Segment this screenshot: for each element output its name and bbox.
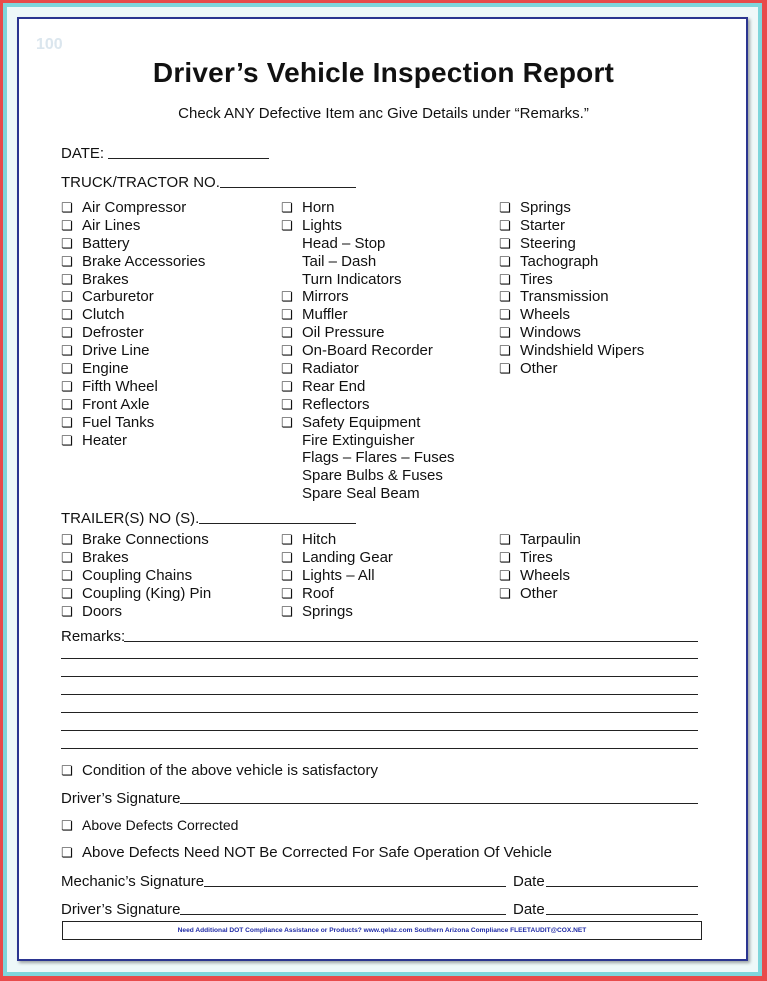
driver-signature-2-label: Driver’s Signature — [61, 901, 181, 918]
checklist-item-label: Drive Line — [82, 342, 150, 360]
checkbox-icon: ❏ — [499, 307, 511, 323]
checklist-item-label: Radiator — [302, 360, 359, 378]
checkbox-icon: ❏ — [499, 253, 511, 269]
checklist-item-label: Brakes — [82, 270, 129, 288]
mechanic-signature-label: Mechanic’s Signature — [61, 873, 205, 890]
checklist-item-label: Battery — [82, 234, 130, 252]
checkbox-icon: ❏ — [61, 217, 73, 233]
checklist-item-label: Wheels — [520, 306, 571, 324]
checklist-item[interactable] — [281, 217, 455, 235]
checkbox-icon: ❏ — [61, 818, 73, 833]
checklist-item-label: Wheels — [520, 566, 571, 584]
checklist-item-label: Muffler — [302, 306, 348, 324]
checklist-item[interactable] — [281, 342, 455, 360]
instructions: Check ANY Defective Item anc Give Details under “Remarks.” — [178, 105, 589, 122]
checkbox-icon: ❏ — [281, 396, 293, 412]
checklist-item-label: Hitch — [302, 531, 337, 548]
checkbox-icon: ❏ — [281, 603, 293, 619]
checklist-item-label: Clutch — [82, 306, 125, 324]
checklist-subitem: Tail – Dash — [302, 252, 377, 270]
checkbox-icon: ❏ — [281, 307, 293, 323]
checkbox-icon: ❏ — [499, 289, 511, 305]
trailer-number-field[interactable] — [199, 523, 356, 524]
checklist-item-label: Fuel Tanks — [82, 413, 155, 431]
checkbox-icon: ❏ — [61, 432, 73, 448]
checklist-item-label: Rear End — [302, 377, 366, 395]
checklist-subitem: Spare Seal Beam — [302, 485, 420, 503]
driver-date-field[interactable] — [546, 914, 698, 915]
date-field[interactable] — [108, 158, 269, 159]
remarks-label: Remarks: — [61, 628, 126, 645]
checklist-item-label: Windshield Wipers — [520, 342, 645, 360]
date-label: DATE: — [61, 145, 105, 162]
checklist-subitem: Flags – Flares – Fuses — [302, 449, 455, 467]
checkbox-icon: ❏ — [281, 289, 293, 305]
driver-signature-field[interactable] — [180, 803, 698, 804]
checklist-item-label: Springs — [302, 602, 353, 620]
checklist-item-label: Tires — [520, 270, 553, 288]
driver-signature-label: Driver’s Signature — [61, 790, 181, 807]
checklist-item-label: Roof — [302, 584, 334, 602]
remarks-line[interactable] — [124, 641, 698, 642]
checkbox-icon: ❏ — [61, 396, 73, 412]
truck-checklist-col2 — [281, 199, 455, 503]
checklist-item-label: Air Compressor — [82, 199, 187, 216]
checklist-item-label: Mirrors — [302, 288, 349, 306]
checkbox-icon: ❏ — [61, 289, 73, 305]
checkbox-icon: ❏ — [281, 585, 293, 601]
checkbox-icon: ❏ — [281, 567, 293, 583]
checklist-item[interactable] — [281, 288, 455, 306]
checklist-item-label: On-Board Recorder — [302, 342, 433, 360]
checklist-subitem: Spare Bulbs & Fuses — [302, 467, 443, 485]
checkbox-icon: ❏ — [61, 603, 73, 619]
remarks-line[interactable] — [61, 712, 698, 713]
checklist-item[interactable] — [281, 199, 455, 217]
checklist-item-label: Air Lines — [82, 216, 141, 234]
checkbox-icon: ❏ — [499, 271, 511, 287]
checklist-subitem: Head – Stop — [302, 234, 386, 252]
truck-number-field[interactable] — [220, 187, 356, 188]
checklist-item-label: Brake Accessories — [82, 252, 206, 270]
checkbox-icon: ❏ — [499, 200, 511, 215]
checkbox-icon: ❏ — [61, 271, 73, 287]
checklist-item-label: Other — [520, 584, 558, 602]
driver-signature-2-field[interactable] — [180, 914, 506, 915]
checklist-item-label: Transmission — [520, 288, 609, 306]
checkbox-icon: ❏ — [281, 343, 293, 359]
checklist-item-label: Heater — [82, 431, 128, 449]
checklist-item[interactable] — [281, 396, 455, 414]
trailer-number-label: TRAILER(S) NO (S). — [61, 510, 200, 527]
checkbox-icon: ❏ — [499, 549, 511, 565]
checkbox-icon: ❏ — [499, 325, 511, 341]
checkbox-icon: ❏ — [499, 585, 511, 601]
mechanic-signature-field[interactable] — [204, 886, 506, 887]
checkbox-icon: ❏ — [61, 763, 73, 778]
checklist-item-label: Coupling Chains — [82, 566, 193, 584]
checklist-item[interactable] — [281, 378, 455, 396]
checklist-item-label: Oil Pressure — [302, 324, 385, 342]
driver-date-label: Date — [513, 901, 545, 918]
mechanic-date-field[interactable] — [546, 886, 698, 887]
checkbox-icon: ❏ — [61, 549, 73, 565]
checklist-item-label: Tires — [520, 548, 553, 566]
checklist-subitem: Fire Extinguisher — [302, 431, 415, 449]
checklist-item-label: Carburetor — [82, 288, 154, 306]
checkbox-icon: ❏ — [499, 532, 511, 547]
checklist-item[interactable] — [281, 414, 455, 432]
remarks-line[interactable] — [61, 658, 698, 659]
checklist-item-label: Coupling (King) Pin — [82, 584, 212, 602]
checklist-item-label: Springs — [520, 199, 571, 216]
checkbox-icon: ❏ — [499, 235, 511, 251]
checkbox-icon: ❏ — [281, 549, 293, 565]
checklist-item-label: Steering — [520, 234, 576, 252]
checklist-item[interactable] — [281, 306, 455, 324]
checkbox-icon: ❏ — [61, 567, 73, 583]
checklist-item-label: Landing Gear — [302, 548, 393, 566]
checklist-subitem: Turn Indicators — [302, 270, 402, 288]
mechanic-date-label: Date — [513, 873, 545, 890]
truck-number-label: TRUCK/TRACTOR NO. — [61, 174, 220, 191]
checklist-item-label: Lights — [302, 216, 343, 234]
checklist-item-label: Front Axle — [82, 395, 150, 413]
checkbox-icon: ❏ — [61, 325, 73, 341]
checklist-item-label: Doors — [82, 602, 123, 620]
page-watermark: 100 — [36, 36, 63, 53]
checklist-item-label: Safety Equipment — [302, 413, 421, 431]
checklist-item[interactable] — [281, 360, 455, 378]
page-title: Driver’s Vehicle Inspection Report — [152, 57, 615, 88]
checkbox-icon: ❏ — [61, 235, 73, 251]
checklist-item-label: Fifth Wheel — [82, 377, 158, 395]
checklist-item-label: Starter — [520, 216, 566, 234]
checkbox-icon: ❏ — [61, 378, 73, 394]
checkbox-icon: ❏ — [281, 532, 293, 547]
remarks-line[interactable] — [61, 694, 698, 695]
checkbox-icon: ❏ — [281, 414, 293, 430]
checkbox-icon: ❏ — [61, 307, 73, 323]
checkbox-icon: ❏ — [281, 217, 293, 233]
checkbox-icon: ❏ — [61, 585, 73, 601]
checklist-item-label: Tachograph — [520, 252, 599, 270]
remarks-line[interactable] — [61, 748, 698, 749]
remarks-line[interactable] — [61, 676, 698, 677]
checklist-item-label: Horn — [302, 199, 335, 216]
checkbox-icon: ❏ — [281, 200, 293, 215]
checkbox-icon: ❏ — [61, 343, 73, 359]
checkbox-icon: ❏ — [61, 414, 73, 430]
checkbox-icon: ❏ — [61, 361, 73, 377]
checklist-item[interactable] — [281, 324, 455, 342]
checkbox-icon: ❏ — [61, 253, 73, 269]
checklist-item-label: Reflectors — [302, 395, 370, 413]
checklist-item-label: Engine — [82, 360, 129, 378]
footer-note: Need Additional DOT Compliance Assistance or Products? www.qelaz.com Southern Arizona Compliance FLEETAUDIT@COX.NET — [62, 921, 702, 940]
checklist-item-label: Lights – All — [302, 566, 375, 584]
checkbox-icon: ❏ — [61, 845, 73, 860]
checkbox-icon: ❏ — [281, 361, 293, 377]
checkbox-icon: ❏ — [281, 325, 293, 341]
checklist-item-label: Windows — [520, 324, 581, 342]
checkbox-icon: ❏ — [499, 217, 511, 233]
remarks-line[interactable] — [61, 730, 698, 731]
checklist-item-label: Defroster — [82, 324, 144, 342]
checkbox-icon: ❏ — [499, 343, 511, 359]
checkbox-icon: ❏ — [499, 361, 511, 377]
checklist-item-label: Brakes — [82, 548, 129, 566]
checklist-item-label: Tarpaulin — [520, 531, 581, 548]
checklist-item-label: Brake Connections — [82, 531, 209, 548]
checkbox-icon: ❏ — [61, 200, 73, 215]
checkbox-icon: ❏ — [499, 567, 511, 583]
checkbox-icon: ❏ — [61, 532, 73, 547]
checkbox-icon: ❏ — [281, 378, 293, 394]
checklist-item-label: Other — [520, 360, 558, 378]
